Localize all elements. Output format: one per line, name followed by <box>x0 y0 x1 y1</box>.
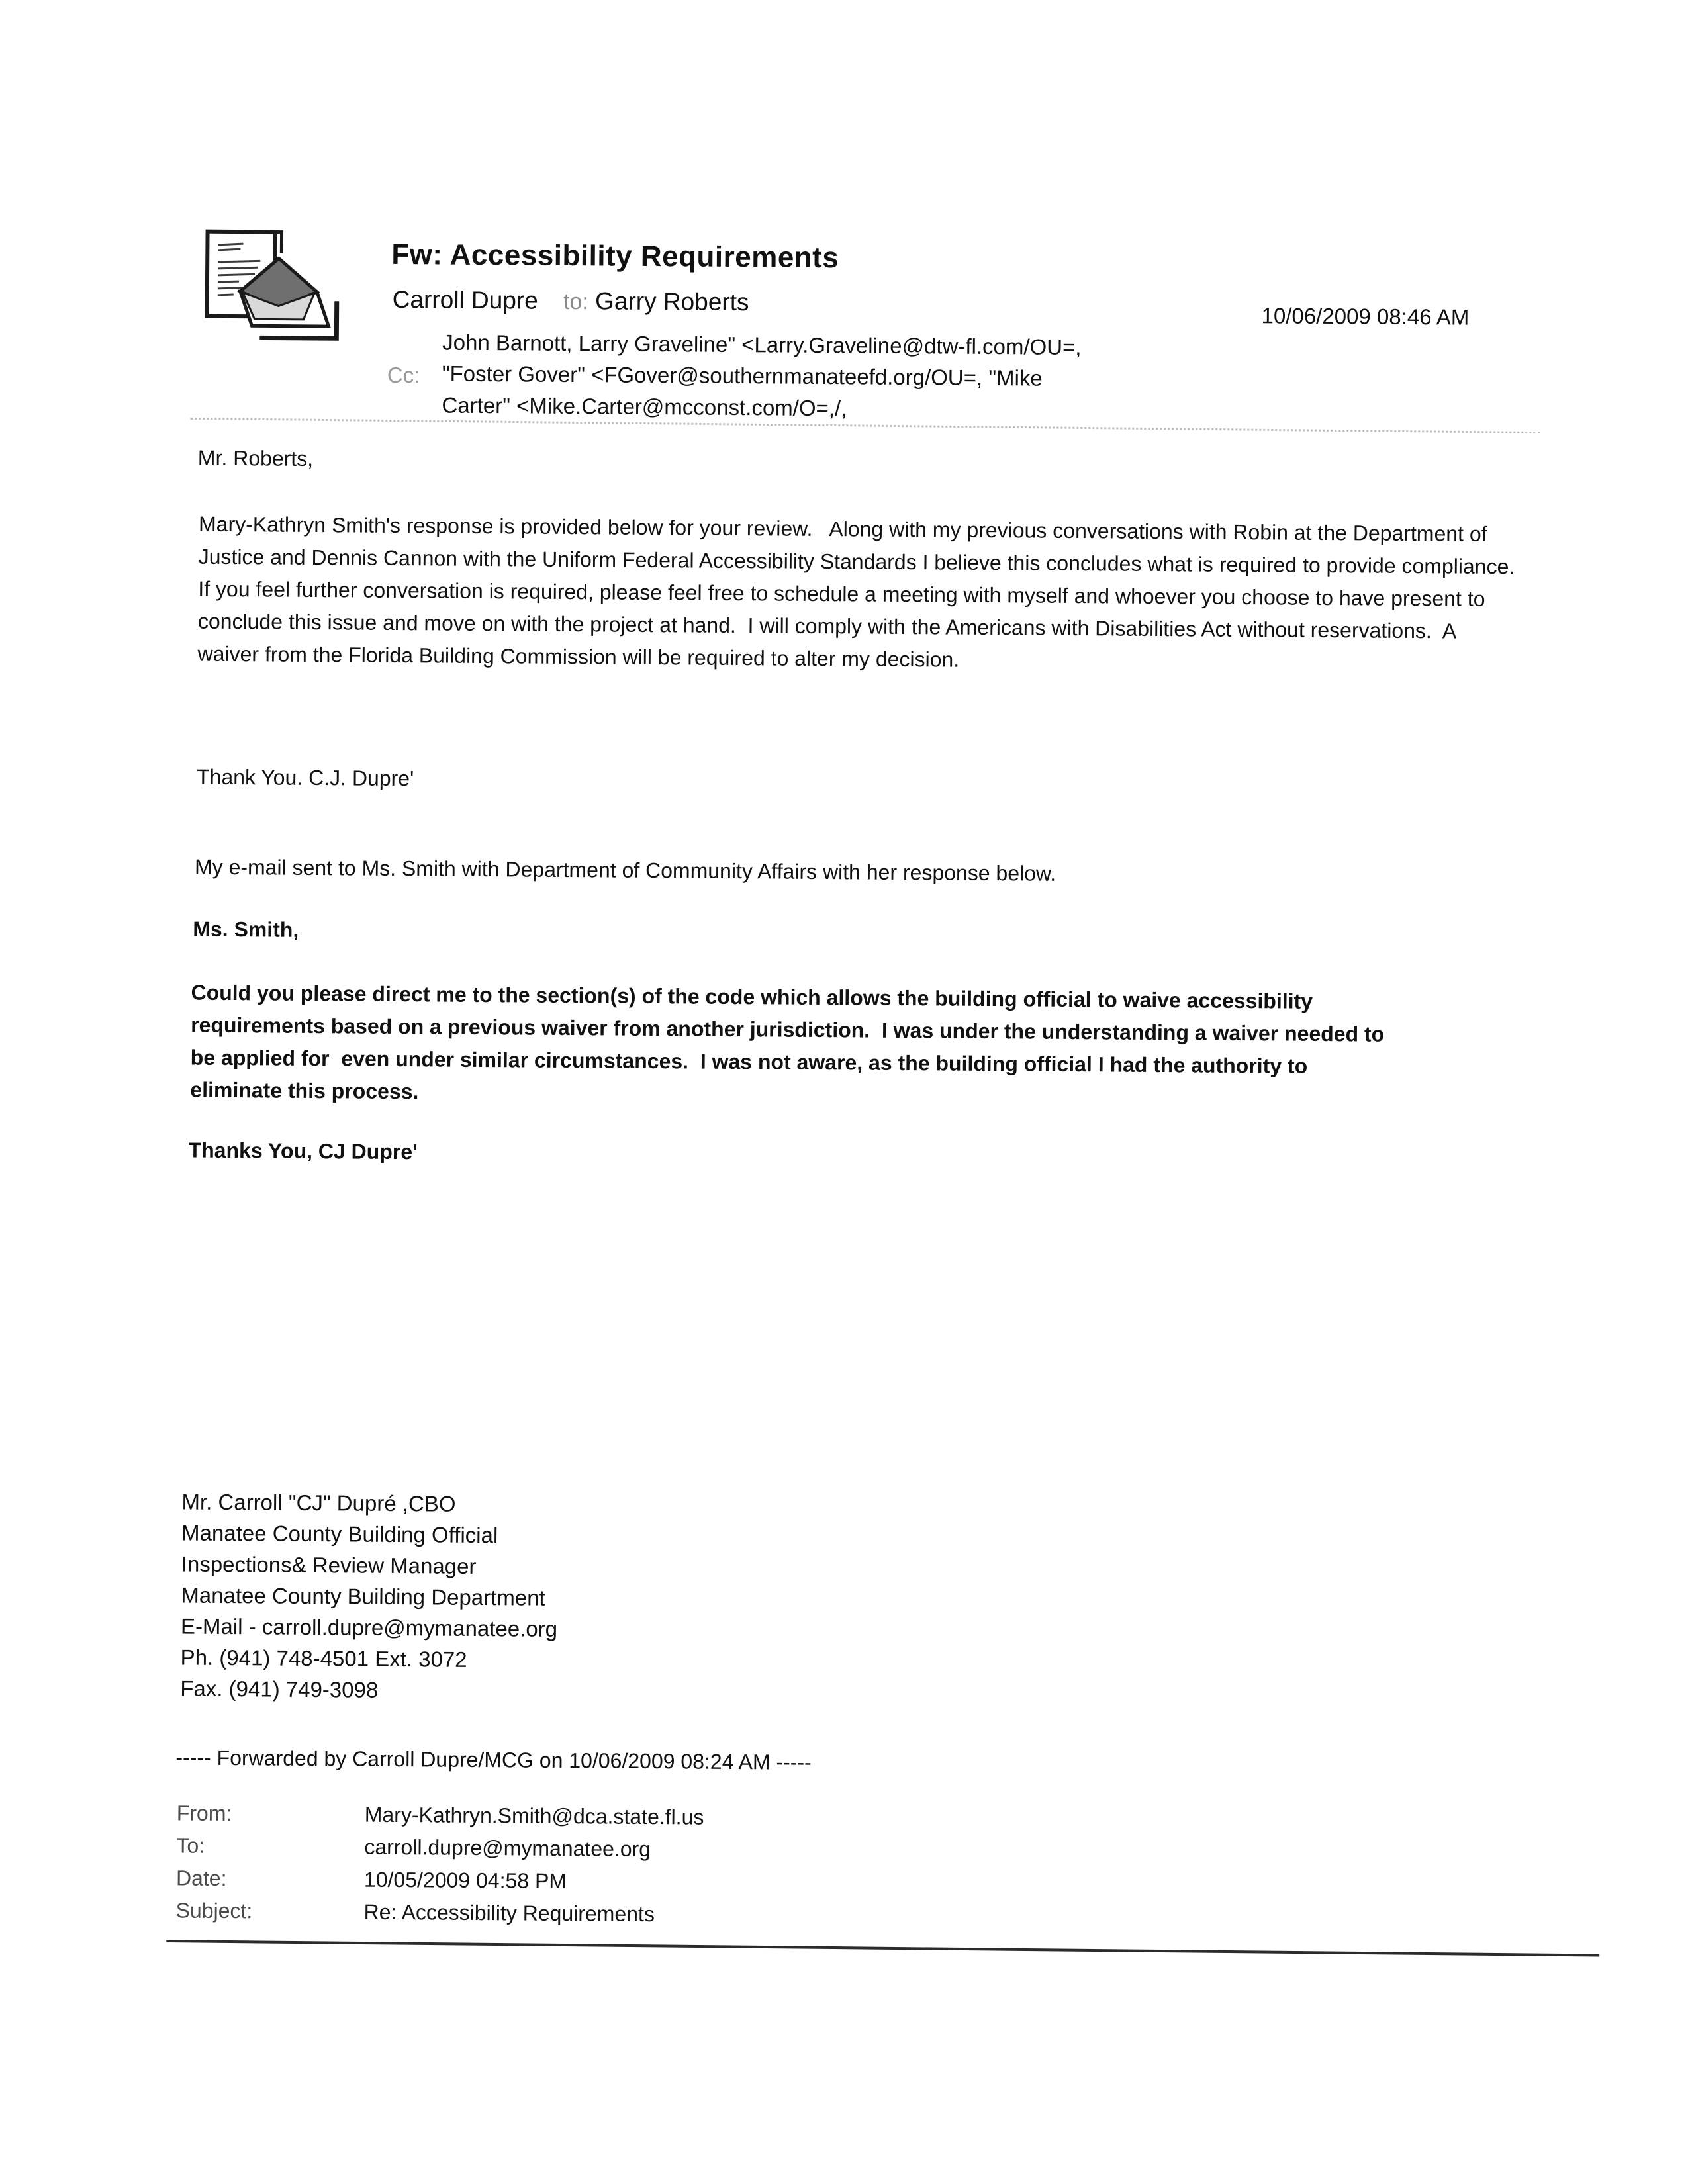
header-separator-line <box>190 418 1540 433</box>
email-subject-title: Fw: Accessibility Requirements <box>391 238 839 275</box>
fwd-subject-value: Re: Accessibility Requirements <box>363 1899 655 1927</box>
fwd-date-value: 10/05/2009 04:58 PM <box>363 1867 567 1893</box>
sender-name: Carroll Dupre <box>392 285 538 314</box>
fwd-date-label: Date: <box>175 1866 227 1891</box>
fwd-to-row <box>176 1829 704 1866</box>
signature-title-2: Inspections& Review Manager <box>181 1551 477 1578</box>
salutation-ms-smith: Ms. Smith, <box>193 917 299 942</box>
signature-name: Mr. Carroll "CJ" Dupré ,CBO <box>181 1489 456 1516</box>
recipients-continuation: John Barnott, Larry Graveline" <Larry.Graveline@dtw-fl.com/OU=, <box>442 330 1082 360</box>
signature-phone: Ph. (941) 748-4501 Ext. 3072 <box>180 1645 467 1672</box>
recipient-name: Garry Roberts <box>594 287 749 316</box>
fwd-from-row <box>177 1797 704 1833</box>
salutation-mr-roberts: Mr. Roberts, <box>197 445 314 471</box>
fwd-to-label: To: <box>176 1833 205 1858</box>
signature-department: Manatee County Building Department <box>181 1582 545 1610</box>
signature-title-1: Manatee County Building Official <box>181 1520 498 1548</box>
fwd-from-value: Mary-Kathryn.Smith@dca.state.fl.us <box>364 1802 704 1829</box>
to-label: to: <box>563 289 589 315</box>
email-datetime: 10/06/2009 08:46 AM <box>1261 303 1470 330</box>
from-to-line <box>393 286 749 316</box>
forwarded-by-separator: ----- Forwarded by Carroll Dupre/MCG on 10/06/2009 08:24 AM ----- <box>175 1745 812 1774</box>
cc-label: Cc: <box>387 362 420 388</box>
closing-thank-you-2: Thanks You, CJ Dupre' <box>188 1138 418 1164</box>
signature-email: E-Mail - carroll.dupre@mymanatee.org <box>180 1614 558 1641</box>
fwd-from-label: From: <box>176 1801 232 1826</box>
cc-recipients-line2: Carter" <Mike.Carter@mcconst.com/O=,/, <box>442 392 847 421</box>
signature-block <box>180 1486 559 1706</box>
forwarded-header-fields <box>175 1797 704 1931</box>
fwd-date-row <box>176 1862 704 1898</box>
body-paragraph-1: Mary-Kathryn Smith's response is provided below for your review. Along with my previous conversations with Robin at the Department of Justice and Dennis Cannon with the Uniform Federal Accessibility Standards I believe this concludes what is required to provide compliance. If you feel further conversation is required, please feel free to schedule a meeting with myself and whoever you choose to have present to conclude this issue and move on with the project at hand. I will comply with the Americans with Disabilities Act without reservations. A waiver from the Florida Building Commission will be required to alter my decision. <box>197 512 1527 672</box>
bottom-separator-line <box>166 1940 1599 1957</box>
body-paragraph-2: Could you please direct me to the section(s) of the code which allows the building official to waive accessibility requirements based on a previous waiver from another jurisdiction. I was under the understanding a waiver needed to be applied for even under similar circumstances. I was not aware, as the building official I had the authority to eliminate this process. <box>190 980 1391 1104</box>
closing-thank-you-1: Thank You. C.J. Dupre' <box>196 764 414 791</box>
cc-recipients-line1: "Foster Gover" <FGover@southernmanateefd.org/OU=, "Mike <box>442 361 1043 390</box>
forward-intro-line: My e-mail sent to Ms. Smith with Department of Community Affairs with her response below. <box>194 854 1056 886</box>
fwd-subject-label: Subject: <box>175 1898 253 1923</box>
memo-envelope-icon <box>199 226 355 370</box>
signature-fax: Fax. (941) 749-3098 <box>180 1676 379 1702</box>
fwd-to-value: carroll.dupre@mymanatee.org <box>364 1835 651 1862</box>
fwd-subject-row <box>175 1894 703 1931</box>
